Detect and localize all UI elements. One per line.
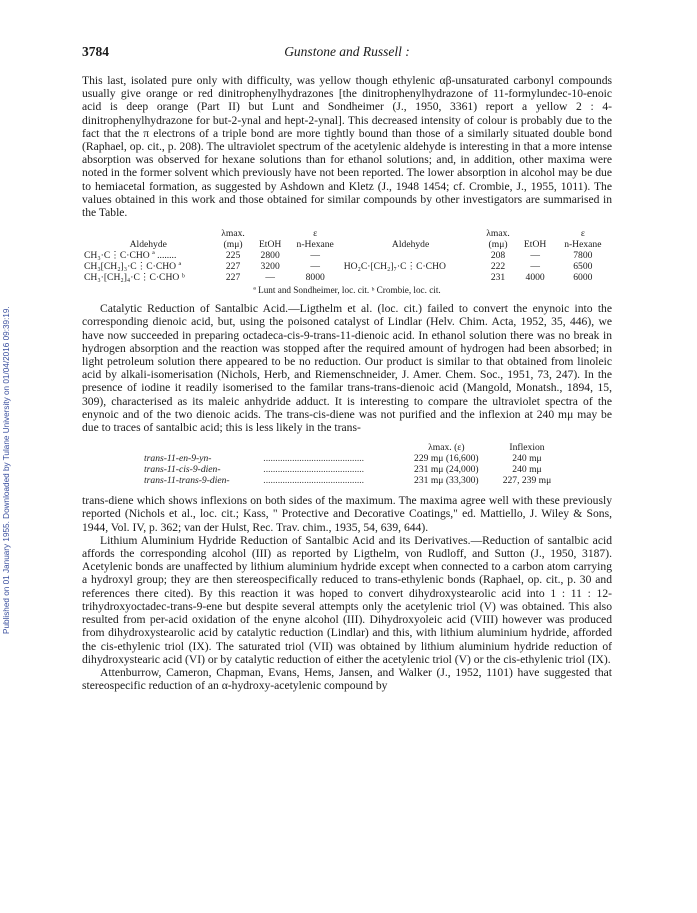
- aldehyde-name-right: HO₂C·[CH₂]₇·C⋮C·CHO: [343, 261, 446, 273]
- hexane-value: —: [310, 261, 320, 273]
- col-lambda-right: λmax.: [486, 228, 510, 240]
- hexane-value: 8000: [305, 272, 325, 284]
- lambda-value: 231: [490, 272, 506, 284]
- hexane-value: 7800: [573, 250, 593, 262]
- etoh-value: 4000: [525, 272, 545, 284]
- col-lambda-left: λmax.: [221, 228, 245, 240]
- col-aldehyde-left: Aldehyde: [129, 239, 167, 251]
- col-lambda-epsilon: λmax. (ε): [428, 442, 465, 454]
- inflexion-table: [142, 442, 562, 486]
- paper-page: [82, 44, 612, 692]
- hexane-value: 6000: [573, 272, 593, 284]
- col-epsilon-left: ε: [313, 228, 318, 240]
- col-hexane-left: n-Hexane: [296, 239, 334, 251]
- col-lambda-unit-right: (mμ): [488, 239, 508, 251]
- col-lambda-unit-left: (mμ): [223, 239, 243, 251]
- paragraph-lithium-reduction: Lithium Aluminium Hydride Reduction of Santalbic Acid and its Derivatives.—Reduction of santalbic acid affords the corresponding alcohol (III) as reported by Ligthelm, von Rudloff, and Sutton (J., 1950, 3187). Acetylenic bonds are unaffected by lithium aluminium hydride except when connected to a carbon atom carrying a hydroxyl group; they are then stereospecifically reduced to trans-ethylenic bonds (Raphael, op. cit., p. 30 and references there cited). By this reaction it was hoped to convert dihydroxystearolic acid into 1 : 11 : 12-trihydroxyoctadec-trans-9-ene but despite several attempts only the acetylenic triol (V) was obtained. This also resulted from per-acid oxidation of the enyne alcohol (III). Dihydroxyoleic acid (VIII) however was produced from dihydroxystearolic acid by catalytic reduction (Lindlar) and this, with lithium aluminium hydride, afforded the cis-ethylenic triol (IX). The saturated triol (VII) was obtained by lithium aluminium hydride reduction of dihydroxystearic acid (VI) or by catalytic reduction of either the acetylenic triol (V) or the cis-ethylenic triol (IX).: [82, 533, 612, 666]
- col-etoh-right: EtOH: [523, 239, 547, 251]
- paragraph-colour-discussion: This last, isolated pure only with difficulty, was yellow though ethylenic αβ-unsaturated carbonyl compounds usually give orange or red dinitrophenylhydrazones [the dinitrophenylhydrazone of 11-formylundec-10-enoic acid is deep orange (Part II) but Lunt and Sondheimer (J., 1950, 3361) report a yellow 2 : 4-dinitrophenylhydrazone for but-2-ynal and hept-2-ynal]. This decreased intensity of colour is probably due to the fact that the π electrons of a triple bond are more tightly bound than those of a similarly situated double bond (Raphael, op. cit., p. 208). The ultraviolet spectrum of the acetylenic aldehyde is interesting in that a more intense absorption was observed for hexane solutions than for ethanol solutions; and, in addition, other maxima were noted in the former solvent which previously have not been reported. The lower absorption in alcohol may be due to hemiacetal formation, as suggested by Ashdown and Kletz (J., 1948 1454; cf. Crombie, J., 1955, 1011). The values obtained in this work and those obtained for similar compounds by other investigators are summarised in the Table.: [82, 74, 612, 220]
- table-row: [142, 464, 562, 475]
- etoh-value: —: [265, 272, 275, 284]
- col-hexane-right: n-Hexane: [564, 239, 602, 251]
- download-watermark: Published on 01 January 1955. Downloaded by Tulane University on 01/04/2016 09:39:19.: [2, 306, 11, 634]
- leader-dots: ..........................................: [263, 475, 365, 487]
- table-row: [82, 250, 612, 261]
- compound-name: trans-11-cis-9-dien-: [144, 464, 221, 476]
- paragraph-trans-diene: trans-diene which shows inflexions on both sides of the maximum. The maxima agree well with these previously reported (Nichols et al., loc. cit.; Kass, " Protective and Decorative Coatings," ed. Mattiello, J. Wiley & Sons, 1944, Vol. IV, p. 362; van der Hulst, Rec. Trav. chim., 1935, 54, 639, 644).: [82, 494, 612, 534]
- running-head: [82, 44, 612, 64]
- lambda-value: 227: [225, 261, 241, 273]
- etoh-value: 2800: [260, 250, 280, 262]
- lambda-value: 208: [490, 250, 506, 262]
- leader-dots: ..........................................: [263, 453, 365, 465]
- paragraph-attenburrow: Attenburrow, Cameron, Chapman, Evans, Hems, Jansen, and Walker (J., 1952, 1101) have suggested that stereospecific reduction of an α-hydroxy-acetylenic compound by: [82, 665, 612, 693]
- aldehyde-name: CH₃·C⋮C·CHO ª ........: [84, 250, 177, 262]
- inflexion-value: 240 mμ: [512, 453, 542, 465]
- aldehyde-spectra-table: [82, 228, 612, 296]
- lambda-epsilon-value: 231 mμ (33,300): [414, 475, 479, 487]
- lambda-epsilon-value: 229 mμ (16,600): [414, 453, 479, 465]
- table-row: [142, 475, 562, 486]
- compound-name: trans-11-en-9-yn-: [144, 453, 212, 465]
- col-epsilon-right: ε: [580, 228, 585, 240]
- table-footnote: ª Lunt and Sondheimer, loc. cit. ᵇ Crombie, loc. cit.: [253, 285, 441, 296]
- etoh-value: —: [530, 261, 540, 273]
- hexane-value: 6500: [573, 261, 593, 273]
- col-inflexion: Inflexion: [509, 442, 545, 454]
- etoh-value: 3200: [260, 261, 280, 273]
- paragraph-catalytic-reduction: Catalytic Reduction of Santalbic Acid.—Ligthelm et al. (loc. cit.) failed to convert the enynoic into the corresponding dienoic acid, but, using the poisoned catalyst of Lindlar (Helv. Chim. Acta, 1952, 35, 446), we have now succeeded in preparing octadeca-cis-9-trans-11-dienoic acid. In ethanol solution there was no break in hydrogen absorption and the reaction was stopped after the required amount of hydrogen had been absorbed; in light petroleum solution there appeared to be no reduction. Our product is similar to that obtained from linoleic acid by alkali-isomerisation (Nichols, Herb, and Riemenschneider, J. Amer. Chem. Soc., 1951, 73, 247). In the presence of iodine it readily isomerised to the familar trans-trans-dienoic acid (Mangold, Monatsh., 1894, 15, 309), characterised as its maleic anhydride adduct. It is interesting to compare the ultraviolet spectra of the enynoic and of the two dienoic acids. The trans-cis-diene was not purified and the inflexion at 240 mμ may be due to traces of santalbic acid; this is less likely in the trans-: [82, 302, 612, 435]
- hexane-value: —: [310, 250, 320, 262]
- etoh-value: —: [530, 250, 540, 262]
- running-title: Gunstone and Russell :: [284, 44, 410, 59]
- page-number: 3784: [82, 44, 109, 59]
- inflexion-value: 227, 239 mμ: [502, 475, 552, 487]
- col-aldehyde-right: Aldehyde: [391, 239, 430, 251]
- aldehyde-name: CH₃[CH₂]₃·C⋮C·CHO ª: [84, 261, 182, 273]
- compound-name: trans-11-trans-9-dien-: [144, 475, 230, 487]
- lambda-value: 225: [225, 250, 241, 262]
- table-row: [142, 453, 562, 464]
- leader-dots: ..........................................: [263, 464, 365, 476]
- lambda-value: 227: [225, 272, 241, 284]
- aldehyde-name: CH₃·[CH₂]₄·C⋮C·CHO ᵇ: [84, 272, 185, 284]
- inflexion-value: 240 mμ: [512, 464, 542, 476]
- lambda-epsilon-value: 231 mμ (24,000): [414, 464, 479, 476]
- lambda-value: 222: [490, 261, 506, 273]
- col-etoh-left: EtOH: [258, 239, 282, 251]
